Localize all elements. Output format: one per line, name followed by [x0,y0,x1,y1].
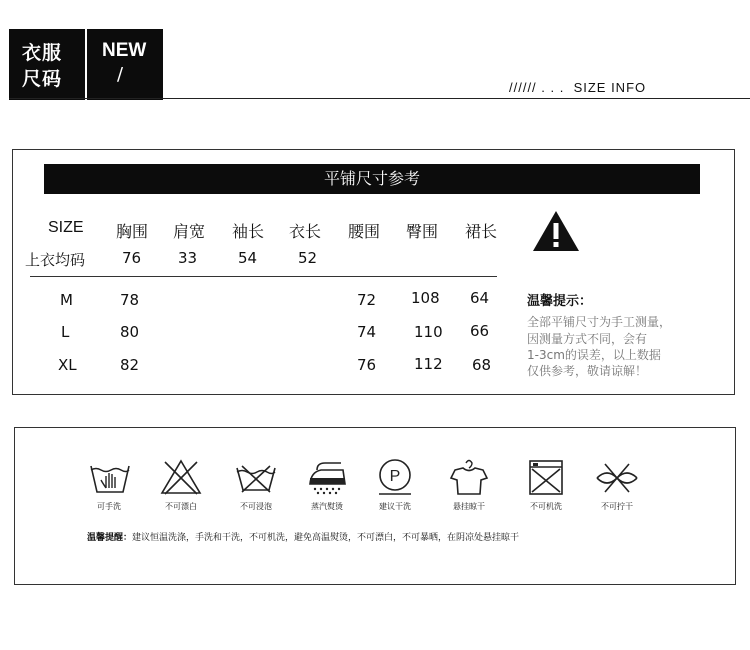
no-wring-icon [595,458,639,496]
size-info-label: ////// . . . SIZE INFO [509,80,647,95]
header-rule [9,98,750,99]
row-l-skirt: 66 [470,322,490,340]
top-sleeve: 54 [238,249,258,267]
row-xl-hip: 112 [414,355,443,373]
row-l-size: L [61,323,70,341]
no-bleach-icon [159,458,203,496]
top-shoulder: 33 [178,249,198,267]
warning-title: 温馨提示： [527,294,593,309]
row-m-waist: 72 [357,291,377,309]
col-header-sleeve: 袖长 [232,222,265,241]
top-row-label: 上衣均码 [25,251,86,269]
header-divider [85,29,87,100]
size-table-title: 平铺尺寸参考 [44,164,700,194]
row-xl-waist: 76 [357,356,377,374]
care-label-no-soak: 不可浸泡 [240,502,272,511]
col-header-hip: 臀围 [406,222,439,241]
top-chest: 76 [122,249,142,267]
care-label-hang-dry: 悬挂晾干 [453,502,485,511]
header-title-line2: 尺码 [22,68,63,90]
steam-iron-icon [305,458,349,496]
care-label-no-bleach: 不可漂白 [165,502,197,511]
warning-line-3: 1-3cm的误差，以上数据 [527,348,661,362]
no-machine-wash-icon [524,458,568,496]
col-header-size: SIZE [48,219,84,236]
warning-line-2: 因测量方式不同，会有 [527,332,648,346]
col-header-skirt: 裙长 [465,222,498,241]
care-label-hand-wash: 可手洗 [97,502,121,511]
col-header-waist: 腰围 [348,222,381,241]
row-m-skirt: 64 [470,289,490,307]
col-header-length: 衣长 [289,222,322,241]
care-note-text: 建议恒温洗涤，手洗和干洗，不可机洗，避免高温熨烫，不可漂白，不可暴晒，在阴凉处悬挂晾干 [132,533,520,543]
row-l-chest: 80 [120,323,140,341]
col-header-chest: 胸围 [116,222,149,241]
care-label-no-machine-wash: 不可机洗 [530,502,562,511]
new-badge: NEW [102,40,147,61]
col-header-shoulder: 肩宽 [173,222,206,241]
warning-triangle-icon [531,209,581,253]
row-l-waist: 74 [357,323,377,341]
hand-wash-icon [88,458,132,496]
warning-line-1: 全部平铺尺寸为手工测量， [527,315,672,329]
new-badge-mark: / [117,64,124,85]
row-m-hip: 108 [411,289,440,307]
warning-line-4: 仅供参考，敬请谅解！ [527,364,648,378]
row-m-size: M [60,291,73,309]
table-divider [30,276,497,277]
row-xl-chest: 82 [120,356,140,374]
care-label-steam-iron: 蒸汽熨烫 [311,502,343,511]
care-note-label: 温馨提醒： [87,533,133,543]
dry-clean-icon [373,458,417,496]
care-note [87,530,519,543]
top-length: 52 [298,249,318,267]
row-xl-size: XL [58,356,77,374]
row-l-hip: 110 [414,323,443,341]
row-xl-skirt: 68 [472,356,492,374]
hang-dry-icon [447,458,491,496]
header-title-line1: 衣服 [22,42,63,64]
care-label-dry-clean: 建议干洗 [379,502,411,511]
care-label-no-wring: 不可拧干 [601,502,633,511]
no-soak-icon [234,458,278,496]
row-m-chest: 78 [120,291,140,309]
svg-text:P: P [389,468,401,485]
